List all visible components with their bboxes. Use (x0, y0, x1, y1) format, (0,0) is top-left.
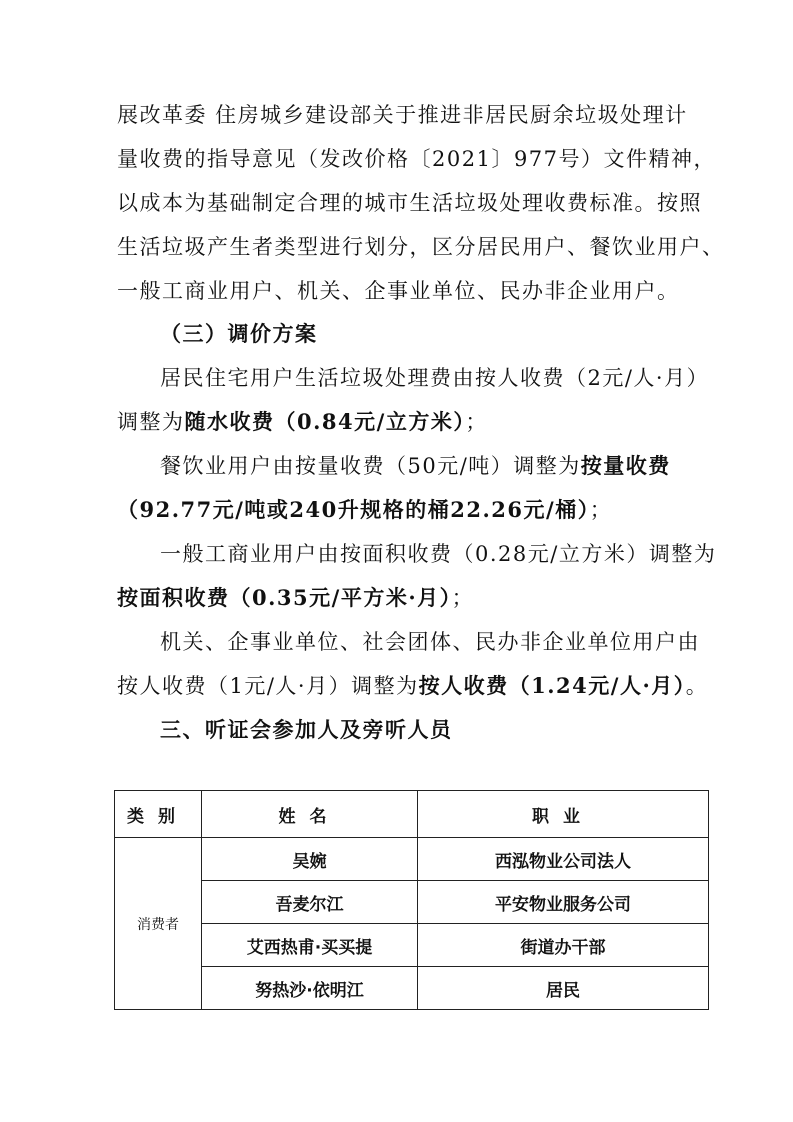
header-job: 职业 (418, 791, 709, 838)
item4-text: 按人收费（1元/人·月）调整为 (117, 674, 419, 698)
item4-line1: 机关、企事业单位、社会团体、民办非企业单位用户由 (160, 630, 700, 654)
job-cell: 平安物业服务公司 (418, 881, 709, 924)
item3-line2 (117, 582, 474, 614)
name-cell: 艾西热甫·买买提 (202, 924, 418, 967)
category-cell: 消费者 (115, 838, 202, 1010)
name-cell: 吾麦尔江 (202, 881, 418, 924)
paragraph-line: 生活垃圾产生者类型进行划分，区分居民用户、餐饮业用户、 (117, 235, 725, 259)
item3-line1: 一般工商业用户由按面积收费（0.28元/立方米）调整为 (160, 542, 717, 566)
item4-line2 (117, 670, 708, 702)
name-cell: 吴婉 (202, 838, 418, 881)
paragraph-line: 一般工商业用户、机关、企事业单位、民办非企业用户。 (117, 279, 680, 303)
item2-emphasis: 按量收费 (580, 453, 671, 478)
job-cell: 西泓物业公司法人 (418, 838, 709, 881)
item2-line1 (160, 450, 671, 482)
item3-punct: ； (451, 586, 475, 610)
item2-line2 (117, 494, 612, 526)
paragraph-line: 量收费的指导意见（发改价格〔2021〕977号）文件精神， (117, 147, 717, 171)
header-category: 类别 (115, 791, 202, 838)
item3-emphasis: 按面积收费（0.35元/平方米·月） (117, 585, 452, 610)
item1-punct: ； (465, 410, 488, 434)
item1-line1: 居民住宅用户生活垃圾处理费由按人收费（2元/人·月） (160, 366, 710, 390)
participants-table (114, 790, 709, 1010)
paragraph-line: 以成本为基础制定合理的城市生活垃圾处理收费标准。按照 (117, 191, 702, 215)
section-heading: 三、听证会参加人及旁听人员 (160, 717, 453, 742)
item4-emphasis: 按人收费（1.24元/人·月） (418, 673, 686, 698)
item2-punct: ； (589, 498, 613, 522)
header-name: 姓名 (202, 791, 418, 838)
item2-emphasis-2: （92.77元/吨或240升规格的桶22.26元/桶） (117, 497, 590, 522)
item1-emphasis: 随水收费（0.84元/立方米） (184, 409, 466, 434)
job-cell: 居民 (418, 967, 709, 1010)
item1-line2 (117, 406, 488, 438)
item1-text: 调整为 (117, 410, 185, 434)
item4-punct: 。 (685, 674, 709, 698)
name-cell: 努热沙·依明江 (202, 967, 418, 1010)
item2-text: 餐饮业用户由按量收费（50元/吨）调整为 (160, 454, 581, 478)
job-cell: 街道办干部 (418, 924, 709, 967)
section-subheading: （三）调价方案 (160, 321, 318, 346)
paragraph-line: 展改革委 住房城乡建设部关于推进非居民厨余垃圾处理计 (117, 103, 688, 127)
